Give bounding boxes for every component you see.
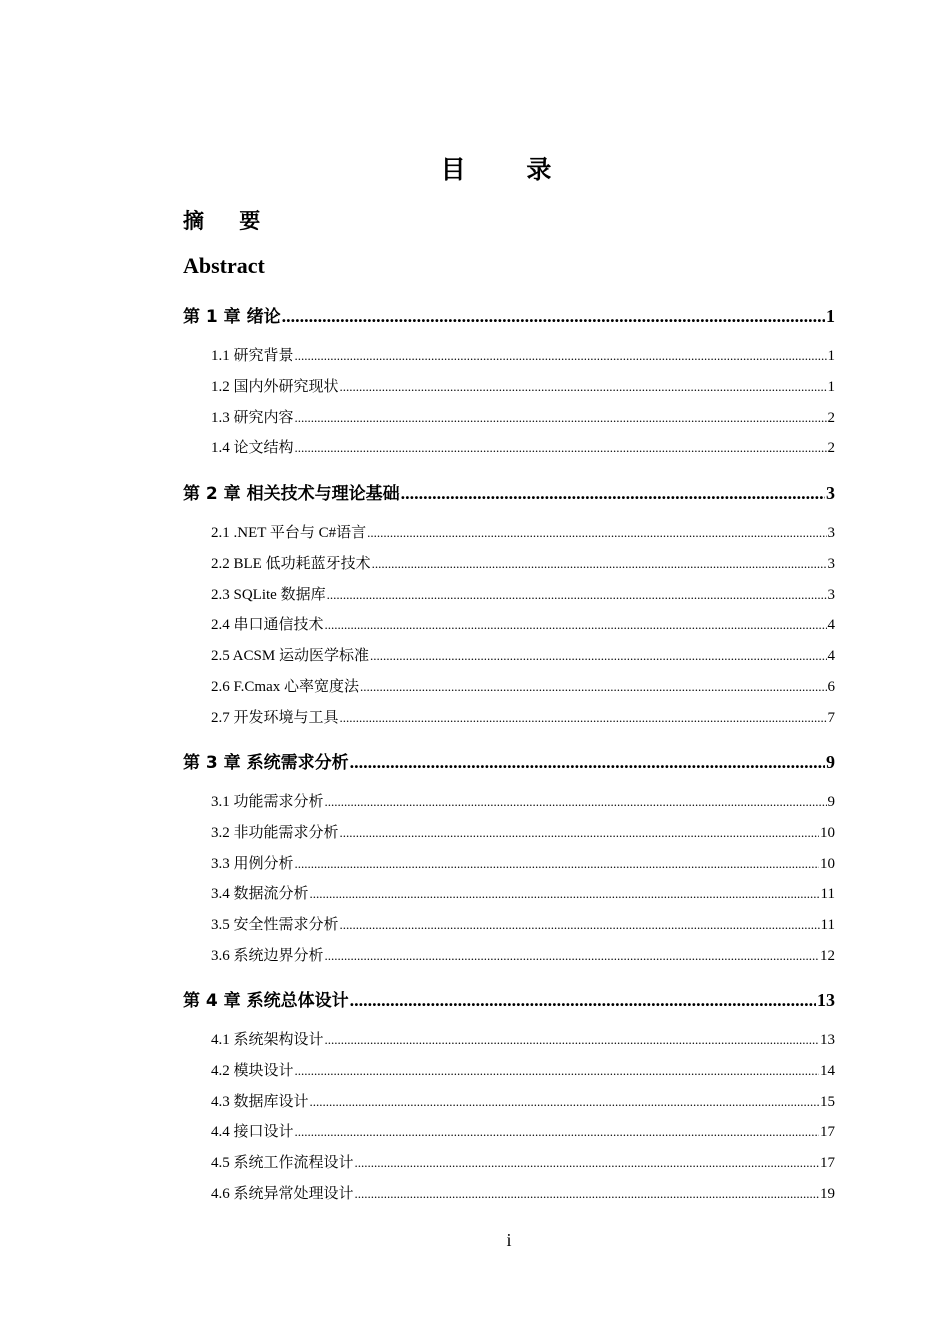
toc-section-3-6-page: 12: [820, 948, 835, 964]
toc-section-3-3[interactable]: [211, 852, 835, 873]
toc-section-4-6-page: 19: [820, 1186, 835, 1202]
toc-section-2-6-label: 2.6 F.Cmax 心率宽度法: [211, 679, 359, 695]
toc-section-1-1-page: 1: [827, 348, 835, 364]
dot-leader: [295, 348, 827, 364]
toc-section-4-2-page: 14: [820, 1063, 835, 1079]
toc-section-3-2[interactable]: [211, 821, 835, 842]
dot-leader: [340, 825, 819, 841]
toc-section-2-4-page: 4: [827, 617, 835, 633]
dot-leader: [401, 483, 825, 504]
toc-section-4-2-label: 4.2 模块设计: [211, 1063, 294, 1079]
toc-section-2-5-label: 2.5 ACSM 运动医学标准: [211, 648, 369, 664]
toc-section-2-4-label: 2.4 串口通信技术: [211, 617, 324, 633]
toc-chapter-1-label: 第 1 章 绪论: [183, 307, 281, 327]
toc-section-2-2-page: 3: [827, 556, 835, 572]
toc-section-2-2-label: 2.2 BLE 低功耗蓝牙技术: [211, 556, 371, 572]
page-number: i: [506, 1230, 512, 1250]
dot-leader: [350, 752, 825, 773]
toc-section-4-5[interactable]: [211, 1151, 835, 1172]
toc-chapter-4-label: 第 4 章 系统总体设计: [183, 991, 349, 1011]
toc-section-1-3-page: 2: [827, 410, 835, 426]
toc-chapter-3[interactable]: [183, 748, 835, 773]
toc-chapter-2-label: 第 2 章 相关技术与理论基础: [183, 484, 400, 504]
dot-leader: [295, 856, 819, 872]
toc-section-4-4[interactable]: [211, 1120, 835, 1141]
toc-section-2-6[interactable]: [211, 675, 835, 696]
toc-section-1-1[interactable]: [211, 344, 835, 365]
toc-section-2-3[interactable]: [211, 583, 835, 604]
toc-section-3-3-label: 3.3 用例分析: [211, 856, 294, 872]
dot-leader: [295, 410, 827, 426]
toc-section-3-6[interactable]: [211, 944, 835, 965]
toc-section-4-1-page: 13: [820, 1032, 835, 1048]
toc-section-1-2[interactable]: [211, 375, 835, 396]
toc-section-3-5-page: 11: [820, 917, 835, 933]
toc-chapter-2-page: 3: [826, 483, 835, 503]
dot-leader: [360, 679, 827, 695]
dot-leader: [367, 525, 826, 541]
toc-section-3-4[interactable]: [211, 882, 835, 903]
toc-section-4-1-label: 4.1 系统架构设计: [211, 1032, 324, 1048]
toc-section-4-5-label: 4.5 系统工作流程设计: [211, 1155, 354, 1171]
toc-entry-abstract-cn[interactable]: 摘 要: [183, 209, 275, 233]
toc-section-2-6-page: 6: [827, 679, 835, 695]
toc-section-1-2-label: 1.2 国内外研究现状: [211, 379, 339, 395]
toc-section-2-3-label: 2.3 SQLite 数据库: [211, 587, 326, 603]
dot-leader: [310, 886, 820, 902]
toc-section-1-4-page: 2: [827, 440, 835, 456]
dot-leader: [372, 556, 827, 572]
toc-section-3-2-page: 10: [820, 825, 835, 841]
toc-section-1-3[interactable]: [211, 406, 835, 427]
dot-leader: [355, 1186, 819, 1202]
toc-section-4-3[interactable]: [211, 1090, 835, 1111]
dot-leader: [370, 648, 827, 664]
dot-leader: [340, 710, 827, 726]
dot-leader: [282, 306, 825, 327]
toc-section-4-3-label: 4.3 数据库设计: [211, 1094, 309, 1110]
toc-section-3-2-label: 3.2 非功能需求分析: [211, 825, 339, 841]
toc-chapter-2[interactable]: [183, 479, 835, 504]
toc-section-3-6-label: 3.6 系统边界分析: [211, 948, 324, 964]
toc-section-1-1-label: 1.1 研究背景: [211, 348, 294, 364]
toc-chapter-1[interactable]: [183, 302, 835, 327]
dot-leader: [340, 379, 827, 395]
dot-leader: [350, 990, 816, 1011]
toc-section-3-3-page: 10: [820, 856, 835, 872]
toc-section-1-2-page: 1: [827, 379, 835, 395]
toc-section-2-1[interactable]: [211, 521, 835, 542]
toc-section-4-4-page: 17: [820, 1124, 835, 1140]
toc-section-2-7[interactable]: [211, 706, 835, 727]
dot-leader: [295, 1063, 819, 1079]
toc-section-2-7-page: 7: [827, 710, 835, 726]
dot-leader: [325, 794, 827, 810]
dot-leader: [325, 948, 819, 964]
dot-leader: [327, 587, 827, 603]
toc-section-3-5[interactable]: [211, 913, 835, 934]
dot-leader: [295, 440, 827, 456]
dot-leader: [295, 1124, 819, 1140]
dot-leader: [325, 1032, 819, 1048]
toc-section-1-4[interactable]: [211, 436, 835, 457]
dot-leader: [325, 617, 827, 633]
toc-section-4-6[interactable]: [211, 1182, 835, 1203]
toc-section-2-1-label: 2.1 .NET 平台与 C#语言: [211, 525, 367, 541]
toc-section-3-4-page: 11: [820, 886, 835, 902]
toc-section-2-4[interactable]: [211, 613, 835, 634]
toc-section-4-3-page: 15: [820, 1094, 835, 1110]
toc-chapter-3-label: 第 3 章 系统需求分析: [183, 753, 349, 773]
toc-entry-abstract-en[interactable]: Abstract: [183, 253, 265, 278]
toc-chapter-1-page: 1: [826, 306, 835, 326]
toc-chapter-4-page: 13: [817, 990, 835, 1010]
toc-section-3-1[interactable]: [211, 790, 835, 811]
toc-section-2-5[interactable]: [211, 644, 835, 665]
dot-leader: [340, 917, 820, 933]
toc-section-1-4-label: 1.4 论文结构: [211, 440, 294, 456]
toc-section-2-5-page: 4: [827, 648, 835, 664]
dot-leader: [310, 1094, 819, 1110]
toc-section-3-1-page: 9: [827, 794, 835, 810]
toc-chapter-4[interactable]: [183, 986, 835, 1011]
toc-section-3-5-label: 3.5 安全性需求分析: [211, 917, 339, 933]
toc-section-2-1-page: 3: [827, 525, 835, 541]
toc-section-2-7-label: 2.7 开发环境与工具: [211, 710, 339, 726]
toc-section-4-5-page: 17: [820, 1155, 835, 1171]
toc-section-3-1-label: 3.1 功能需求分析: [211, 794, 324, 810]
toc-title: 目 录: [440, 155, 578, 184]
toc-section-2-3-page: 3: [827, 587, 835, 603]
toc-section-4-2[interactable]: [211, 1059, 835, 1080]
toc-section-4-1[interactable]: [211, 1028, 835, 1049]
toc-section-2-2[interactable]: [211, 552, 835, 573]
toc-section-4-6-label: 4.6 系统异常处理设计: [211, 1186, 354, 1202]
dot-leader: [355, 1155, 819, 1171]
toc-section-4-4-label: 4.4 接口设计: [211, 1124, 294, 1140]
toc-chapter-3-page: 9: [826, 752, 835, 772]
toc-section-1-3-label: 1.3 研究内容: [211, 410, 294, 426]
toc-section-3-4-label: 3.4 数据流分析: [211, 886, 309, 902]
